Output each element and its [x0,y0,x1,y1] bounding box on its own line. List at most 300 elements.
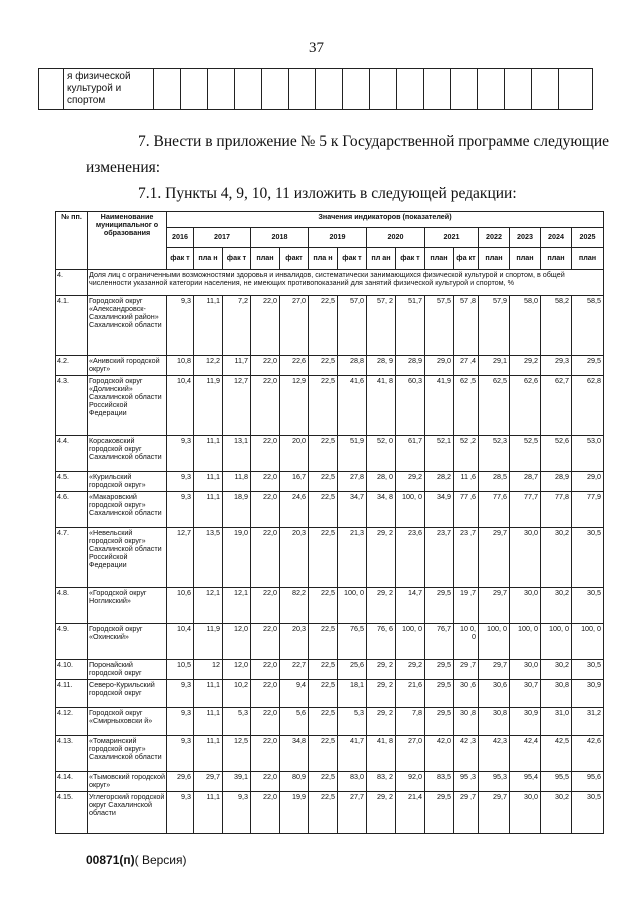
subheader: план [479,248,510,270]
table-row [56,660,604,680]
value-cell: 30,0 [510,588,541,624]
row-municipality: Городской округ «Охинский» [88,624,167,660]
value-cell: 22,5 [309,492,338,528]
value-cell: 52,5 [510,436,541,472]
year-header: 2025 [572,228,604,248]
value-cell: 18,9 [223,492,251,528]
table-row [56,492,604,528]
value-cell: 11,9 [194,624,223,660]
value-cell: 22,0 [251,660,280,680]
value-cell: 30 ,6 [454,680,479,708]
value-cell: 11,1 [194,708,223,736]
value-cell: 42,4 [510,736,541,772]
row-number: 4.15. [56,792,88,834]
value-cell: 10,6 [167,588,194,624]
value-cell: 29,6 [167,772,194,792]
value-cell: 29,5 [425,680,454,708]
value-cell: 5,3 [223,708,251,736]
value-cell: 12,0 [223,660,251,680]
value-cell: 42 ,3 [454,736,479,772]
paragraph-7: 7. Внести в приложение № 5 к Государственной программе следующие [138,133,610,150]
year-header: 2021 [425,228,479,248]
row-number: 4.4. [56,436,88,472]
row-number: 4.14. [56,772,88,792]
row-municipality: «Томаринский городской округ» Сахалинской области [88,736,167,772]
row-municipality: Поронайский городской округ [88,660,167,680]
value-cell: 34,8 [280,736,309,772]
value-cell: 100, 0 [396,624,425,660]
value-cell: 62,5 [479,376,510,436]
value-cell: 12,1 [223,588,251,624]
row-municipality: «Макаровский городской округ» Сахалинской области [88,492,167,528]
value-cell: 22,0 [251,792,280,834]
value-cell: 19 ,7 [454,588,479,624]
value-cell: 51,7 [396,296,425,356]
value-cell: 22,0 [251,492,280,528]
value-cell: 30,5 [572,792,604,834]
value-cell: 30,5 [572,588,604,624]
value-cell: 30,2 [541,528,572,588]
value-cell: 16,7 [280,472,309,492]
value-cell: 22,0 [251,772,280,792]
value-cell: 95,4 [510,772,541,792]
value-cell: 11,8 [223,472,251,492]
fragment-label: я физической культурой и спортом [64,69,154,110]
value-cell: 11 ,6 [454,472,479,492]
table-row [56,792,604,834]
value-cell: 19,9 [280,792,309,834]
value-cell: 77,9 [572,492,604,528]
value-cell: 28,9 [396,356,425,376]
table-row [56,296,604,356]
value-cell: 61,7 [396,436,425,472]
value-cell: 30,2 [541,792,572,834]
value-cell: 52,6 [541,436,572,472]
row-number: 4.6. [56,492,88,528]
row-number: 4.11. [56,680,88,708]
year-header: 2024 [541,228,572,248]
value-cell: 100, 0 [338,588,367,624]
value-cell: 30,2 [541,660,572,680]
value-cell: 29,5 [425,588,454,624]
value-cell: 29,2 [396,472,425,492]
value-cell: 29 ,7 [454,792,479,834]
subheader: факт [280,248,309,270]
footer-suffix: ( Версия) [134,853,187,867]
value-cell: 62,8 [572,376,604,436]
value-cell: 11,1 [194,792,223,834]
value-cell: 53,0 [572,436,604,472]
row-number: 4.9. [56,624,88,660]
value-cell: 30,6 [479,680,510,708]
value-cell: 57 ,8 [454,296,479,356]
value-cell: 29, 2 [367,528,396,588]
value-cell: 29,7 [479,660,510,680]
value-cell: 29,0 [572,472,604,492]
section-description: Доля лиц с ограниченными возможностями здоровья и инвалидов, систематически занимающихся физической культурой и спортом, в общей численности указанной категории населения, не имеющих противопоказаний для занятий физической культурой и спортом, % [88,270,604,296]
value-cell: 28,5 [479,472,510,492]
value-cell: 12,5 [223,736,251,772]
value-cell: 95 ,3 [454,772,479,792]
value-cell: 27,8 [338,472,367,492]
value-cell: 23,6 [396,528,425,588]
value-cell: 22,0 [251,296,280,356]
value-cell: 77,8 [541,492,572,528]
value-cell: 31,2 [572,708,604,736]
value-cell: 23,7 [425,528,454,588]
value-cell: 29,7 [194,772,223,792]
table-row [56,624,604,660]
row-number: 4.10. [56,660,88,680]
value-cell: 22,0 [251,528,280,588]
value-cell: 52 ,2 [454,436,479,472]
value-cell: 12,7 [167,528,194,588]
value-cell: 22,5 [309,680,338,708]
value-cell: 29,7 [479,588,510,624]
value-cell: 7,2 [223,296,251,356]
value-cell: 9,4 [280,680,309,708]
value-cell: 83, 2 [367,772,396,792]
value-cell: 41,7 [338,736,367,772]
value-cell: 52, 0 [367,436,396,472]
subheader: фак т [223,248,251,270]
row-municipality: Городской округ «Долинский» Сахалинской области Российской Федерации [88,376,167,436]
value-cell: 22,5 [309,588,338,624]
value-cell: 29,1 [479,356,510,376]
subheader: фа кт [454,248,479,270]
value-cell: 58,0 [510,296,541,356]
value-cell: 13,5 [194,528,223,588]
value-cell: 30,5 [572,528,604,588]
value-cell: 100, 0 [510,624,541,660]
value-cell: 22,0 [251,624,280,660]
table-row [56,376,604,436]
value-cell: 12,7 [223,376,251,436]
value-cell: 100, 0 [572,624,604,660]
value-cell: 30,2 [541,588,572,624]
value-cell: 5,6 [280,708,309,736]
row-number: 4.13. [56,736,88,772]
value-cell: 29, 2 [367,708,396,736]
value-cell: 7,8 [396,708,425,736]
value-cell: 29,7 [479,792,510,834]
value-cell: 30,0 [510,528,541,588]
value-cell: 9,3 [167,680,194,708]
value-cell: 41,6 [338,376,367,436]
table-row [56,772,604,792]
value-cell: 27 ,4 [454,356,479,376]
value-cell: 28, 9 [367,356,396,376]
value-cell: 9,3 [167,436,194,472]
value-cell: 30,8 [479,708,510,736]
value-cell: 12,1 [194,588,223,624]
subheader: план [425,248,454,270]
table-row [56,588,604,624]
value-cell: 57, 2 [367,296,396,356]
value-cell: 30,8 [541,680,572,708]
row-number: 4.3. [56,376,88,436]
value-cell: 11,9 [194,376,223,436]
indicators-table [55,211,604,834]
value-cell: 41, 8 [367,736,396,772]
value-cell: 12,0 [223,624,251,660]
value-cell: 77,7 [510,492,541,528]
value-cell: 41,9 [425,376,454,436]
value-cell: 30,9 [510,708,541,736]
table-row [56,708,604,736]
value-cell: 11,1 [194,296,223,356]
fragment-cell [39,69,64,110]
value-cell: 22,7 [280,660,309,680]
table-row [56,528,604,588]
value-cell: 60,3 [396,376,425,436]
value-cell: 57,0 [338,296,367,356]
value-cell: 28,9 [541,472,572,492]
value-cell: 12,2 [194,356,223,376]
value-cell: 22,0 [251,472,280,492]
value-cell: 22,5 [309,660,338,680]
value-cell: 77,6 [479,492,510,528]
paragraph-7-continued: изменения: [86,159,161,176]
value-cell: 29,7 [479,528,510,588]
row-municipality: «Курильский городской округ» [88,472,167,492]
value-cell: 92,0 [396,772,425,792]
value-cell: 21,4 [396,792,425,834]
value-cell: 9,3 [167,296,194,356]
value-cell: 10,4 [167,624,194,660]
value-cell: 29,0 [425,356,454,376]
value-cell: 9,3 [167,492,194,528]
value-cell: 29, 2 [367,588,396,624]
value-cell: 10,5 [167,660,194,680]
value-cell: 82,2 [280,588,309,624]
value-cell: 9,3 [223,792,251,834]
value-cell: 22,5 [309,708,338,736]
value-cell: 30,5 [572,660,604,680]
value-cell: 23 ,7 [454,528,479,588]
value-cell: 80,9 [280,772,309,792]
value-cell: 42,3 [479,736,510,772]
value-cell: 25,6 [338,660,367,680]
value-cell: 30,9 [572,680,604,708]
value-cell: 11,1 [194,436,223,472]
value-cell: 42,6 [572,736,604,772]
value-cell: 22,0 [251,736,280,772]
page-number: 37 [309,40,324,56]
value-cell: 58,5 [572,296,604,356]
value-cell: 42,5 [541,736,572,772]
value-cell: 11,1 [194,736,223,772]
value-cell: 10 0, 0 [454,624,479,660]
row-municipality: Городской округ «Смирныховски й» [88,708,167,736]
value-cell: 41, 8 [367,376,396,436]
value-cell: 24,6 [280,492,309,528]
value-cell: 28, 0 [367,472,396,492]
year-header: 2022 [479,228,510,248]
value-cell: 95,3 [479,772,510,792]
value-cell: 29, 2 [367,660,396,680]
row-number: 4.2. [56,356,88,376]
value-cell: 34, 8 [367,492,396,528]
value-cell: 29,5 [425,708,454,736]
table-row [56,436,604,472]
value-cell: 29,2 [510,356,541,376]
value-cell: 34,7 [338,492,367,528]
subheader: фак т [338,248,367,270]
value-cell: 58,2 [541,296,572,356]
value-cell: 29,5 [572,356,604,376]
row-municipality: Углегорский городской округ Сахалинской области [88,792,167,834]
value-cell: 62,6 [510,376,541,436]
value-cell: 39,1 [223,772,251,792]
previous-table-fragment [38,68,593,110]
value-cell: 22,5 [309,792,338,834]
value-cell: 83,0 [338,772,367,792]
value-cell: 20,3 [280,624,309,660]
value-cell: 5,3 [338,708,367,736]
value-cell: 19,0 [223,528,251,588]
value-cell: 21,6 [396,680,425,708]
subheader: фак т [167,248,194,270]
value-cell: 95,5 [541,772,572,792]
value-cell: 57,9 [479,296,510,356]
value-cell: 62,7 [541,376,572,436]
value-cell: 27,0 [396,736,425,772]
value-cell: 22,0 [251,376,280,436]
value-cell: 22,5 [309,356,338,376]
value-cell: 30 ,8 [454,708,479,736]
value-cell: 29 ,7 [454,660,479,680]
value-cell: 22,5 [309,296,338,356]
table-row [56,680,604,708]
row-municipality: «Тымовский городской округ» [88,772,167,792]
row-number: 4.7. [56,528,88,588]
subheader: пл ан [367,248,396,270]
value-cell: 20,0 [280,436,309,472]
row-municipality: «Анивский городской округ» [88,356,167,376]
value-cell: 18,1 [338,680,367,708]
value-cell: 22,5 [309,772,338,792]
value-cell: 77 ,6 [454,492,479,528]
row-municipality: Северо-Курильский городской округ [88,680,167,708]
value-cell: 76,5 [338,624,367,660]
value-cell: 57,5 [425,296,454,356]
value-cell: 22,0 [251,680,280,708]
table-row [56,356,604,376]
value-cell: 30,0 [510,660,541,680]
year-header: 2023 [510,228,541,248]
value-cell: 52,1 [425,436,454,472]
table-row [56,472,604,492]
value-cell: 100, 0 [396,492,425,528]
value-cell: 20,3 [280,528,309,588]
value-cell: 51,9 [338,436,367,472]
subheader: план [572,248,604,270]
value-cell: 22,5 [309,376,338,436]
value-cell: 11,1 [194,680,223,708]
value-cell: 29,2 [396,660,425,680]
value-cell: 22,6 [280,356,309,376]
value-cell: 28,2 [425,472,454,492]
value-cell: 29, 2 [367,680,396,708]
row-municipality: «Городской округ Ногликский» [88,588,167,624]
value-cell: 21,3 [338,528,367,588]
row-number: 4.1. [56,296,88,356]
value-cell: 83,5 [425,772,454,792]
value-cell: 29,3 [541,356,572,376]
year-header: 2020 [367,228,425,248]
value-cell: 30,0 [510,792,541,834]
subheader: пла н [194,248,223,270]
value-cell: 10,2 [223,680,251,708]
value-cell: 9,3 [167,472,194,492]
value-cell: 29,5 [425,660,454,680]
subheader: план [510,248,541,270]
value-cell: 100, 0 [541,624,572,660]
value-cell: 22,0 [251,356,280,376]
value-cell: 42,0 [425,736,454,772]
value-cell: 9,3 [167,708,194,736]
value-cell: 12 [194,660,223,680]
value-cell: 11,7 [223,356,251,376]
value-cell: 22,5 [309,528,338,588]
row-municipality: Корсаковский городской округ Сахалинской области [88,436,167,472]
value-cell: 30,7 [510,680,541,708]
value-cell: 29, 2 [367,792,396,834]
header-municipality: Наименование муниципальног о образования [88,212,167,270]
document-code: 00871(п) [86,853,135,867]
value-cell: 76,7 [425,624,454,660]
paragraph-7-1: 7.1. Пункты 4, 9, 10, 11 изложить в следующей редакции: [138,185,517,202]
value-cell: 10,8 [167,356,194,376]
document-footer [86,853,187,867]
value-cell: 76, 6 [367,624,396,660]
value-cell: 62 ,5 [454,376,479,436]
value-cell: 11,1 [194,472,223,492]
value-cell: 27,7 [338,792,367,834]
value-cell: 31,0 [541,708,572,736]
year-header: 2017 [194,228,251,248]
year-header: 2016 [167,228,194,248]
value-cell: 28,7 [510,472,541,492]
row-municipality: «Невельский городской округ» Сахалинской области Российской Федерации [88,528,167,588]
value-cell: 34,9 [425,492,454,528]
value-cell: 14,7 [396,588,425,624]
value-cell: 12,9 [280,376,309,436]
year-header: 2019 [309,228,367,248]
value-cell: 29,5 [425,792,454,834]
value-cell: 9,3 [167,736,194,772]
value-cell: 22,0 [251,708,280,736]
subheader: фак т [396,248,425,270]
subheader: пла н [309,248,338,270]
subheader: план [541,248,572,270]
value-cell: 22,5 [309,624,338,660]
value-cell: 9,3 [167,792,194,834]
row-number: 4.8. [56,588,88,624]
value-cell: 100, 0 [479,624,510,660]
header-values: Значения индикаторов (показателей) [167,212,604,228]
value-cell: 95,6 [572,772,604,792]
row-number: 4.12. [56,708,88,736]
value-cell: 27,0 [280,296,309,356]
header-number: № пп. [56,212,88,270]
table-row [56,736,604,772]
value-cell: 28,8 [338,356,367,376]
row-number: 4.5. [56,472,88,492]
value-cell: 22,0 [251,436,280,472]
value-cell: 13,1 [223,436,251,472]
